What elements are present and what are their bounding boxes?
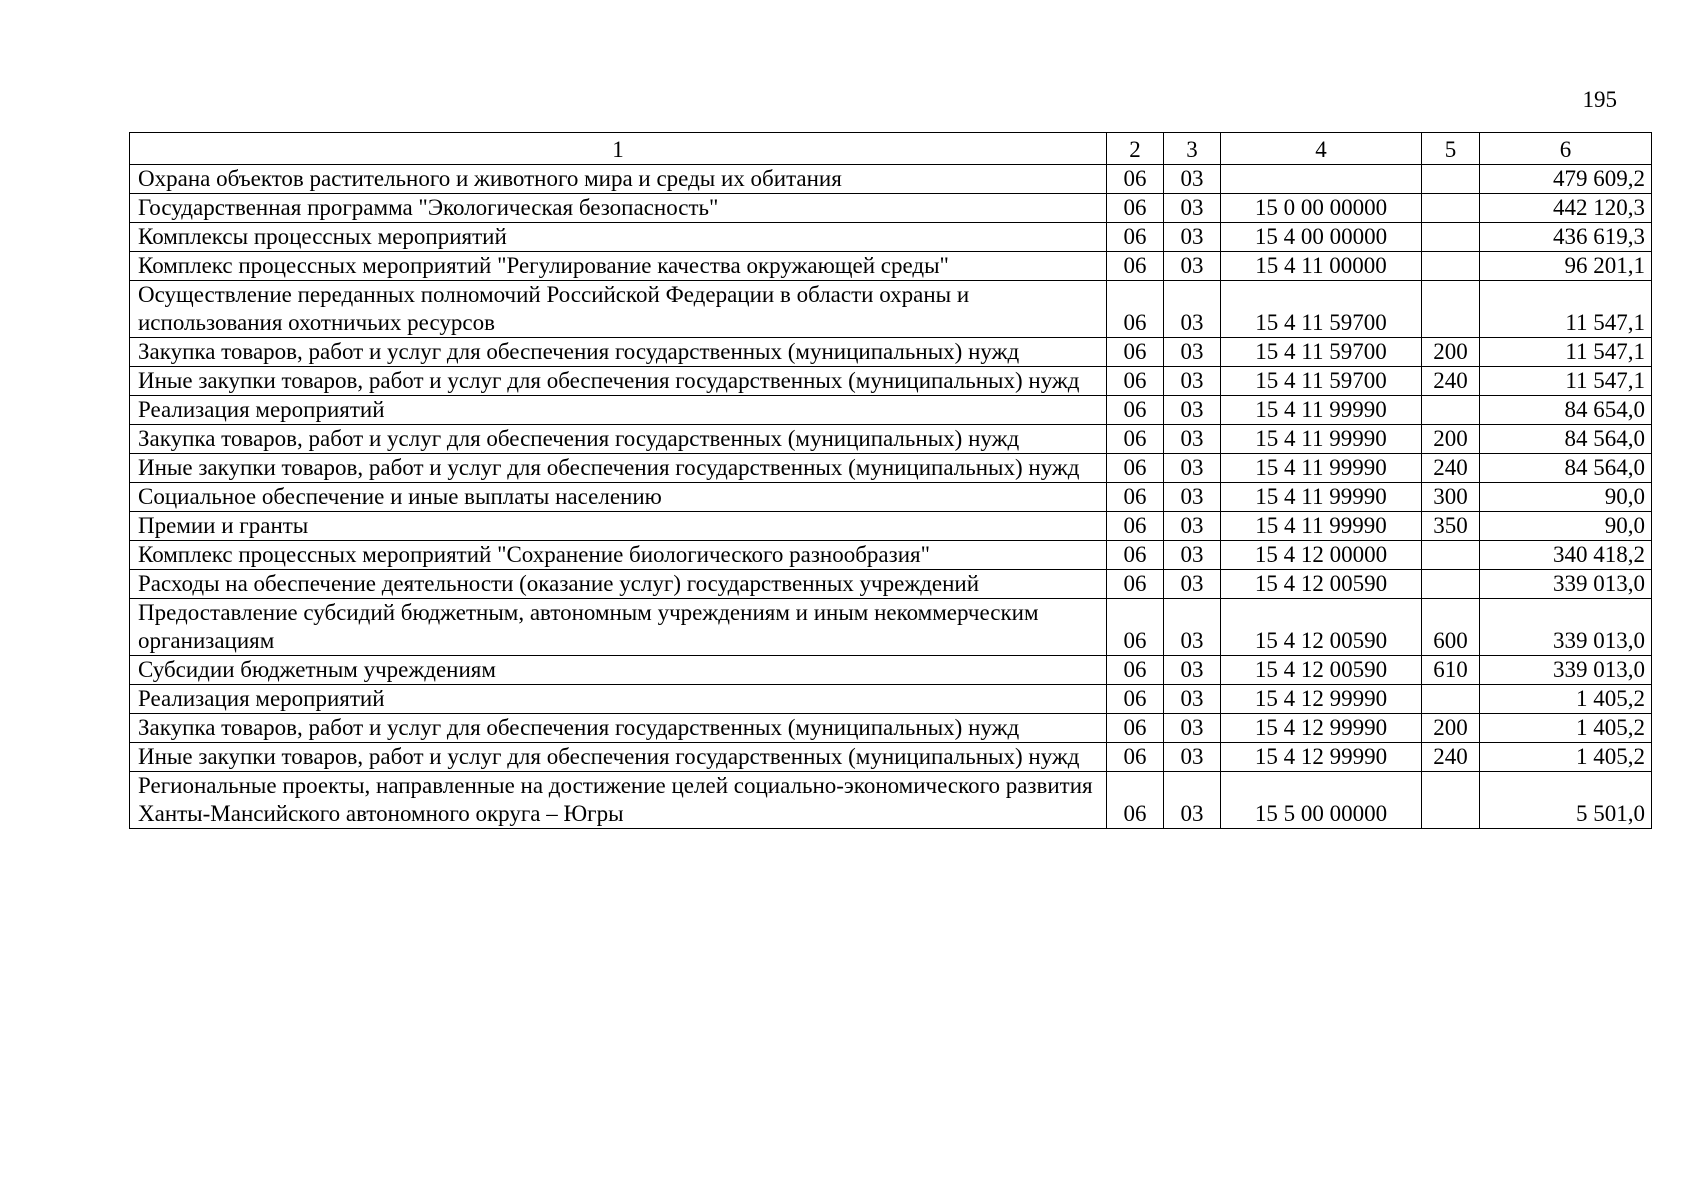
cell-amount: 84 564,0: [1480, 454, 1652, 483]
cell-section-code: 06: [1107, 599, 1164, 656]
cell-item-name: Закупка товаров, работ и услуг для обеспечения государственных (муниципальных) нужд: [130, 425, 1107, 454]
cell-target-article-code: 15 4 11 99990: [1221, 396, 1422, 425]
cell-expense-type-code: 240: [1422, 454, 1480, 483]
cell-subsection-code: 03: [1164, 165, 1221, 194]
table-row: [130, 772, 1652, 829]
cell-subsection-code: 03: [1164, 194, 1221, 223]
cell-item-name: Региональные проекты, направленные на достижение целей социально-экономического развития Ханты-Мансийского автономного округа – Югры: [130, 772, 1107, 829]
header-col-4: 4: [1221, 133, 1422, 165]
cell-section-code: 06: [1107, 714, 1164, 743]
table-row: [130, 281, 1652, 338]
page-number: 195: [1582, 87, 1617, 112]
cell-item-name: Иные закупки товаров, работ и услуг для обеспечения государственных (муниципальных) нужд: [130, 743, 1107, 772]
cell-section-code: 06: [1107, 281, 1164, 338]
cell-item-name: Закупка товаров, работ и услуг для обеспечения государственных (муниципальных) нужд: [130, 338, 1107, 367]
cell-section-code: 06: [1107, 338, 1164, 367]
cell-item-name: Государственная программа "Экологическая безопасность": [130, 194, 1107, 223]
cell-target-article-code: 15 4 11 59700: [1221, 338, 1422, 367]
cell-expense-type-code: [1422, 541, 1480, 570]
cell-subsection-code: 03: [1164, 252, 1221, 281]
cell-section-code: 06: [1107, 541, 1164, 570]
header-col-2: 2: [1107, 133, 1164, 165]
cell-expense-type-code: [1422, 396, 1480, 425]
cell-expense-type-code: 610: [1422, 656, 1480, 685]
cell-expense-type-code: 200: [1422, 425, 1480, 454]
cell-item-name: Социальное обеспечение и иные выплаты населению: [130, 483, 1107, 512]
cell-item-name: Премии и гранты: [130, 512, 1107, 541]
header-row: [130, 133, 1652, 165]
cell-amount: 339 013,0: [1480, 599, 1652, 656]
cell-expense-type-code: [1422, 165, 1480, 194]
header-col-3: 3: [1164, 133, 1221, 165]
cell-amount: 1 405,2: [1480, 743, 1652, 772]
cell-item-name: Расходы на обеспечение деятельности (оказание услуг) государственных учреждений: [130, 570, 1107, 599]
cell-expense-type-code: 300: [1422, 483, 1480, 512]
cell-item-name: Комплекс процессных мероприятий "Сохранение биологического разнообразия": [130, 541, 1107, 570]
cell-expense-type-code: 350: [1422, 512, 1480, 541]
table-row: [130, 483, 1652, 512]
cell-target-article-code: 15 4 12 99990: [1221, 714, 1422, 743]
header-col-1: 1: [130, 133, 1107, 165]
cell-item-name: Иные закупки товаров, работ и услуг для обеспечения государственных (муниципальных) нужд: [130, 454, 1107, 483]
cell-expense-type-code: [1422, 772, 1480, 829]
cell-item-name: Осуществление переданных полномочий Российской Федерации в области охраны и использования охотничьих ресурсов: [130, 281, 1107, 338]
cell-expense-type-code: 240: [1422, 743, 1480, 772]
cell-subsection-code: 03: [1164, 396, 1221, 425]
cell-target-article-code: 15 4 12 00000: [1221, 541, 1422, 570]
cell-subsection-code: 03: [1164, 599, 1221, 656]
cell-item-name: Охрана объектов растительного и животного мира и среды их обитания: [130, 165, 1107, 194]
cell-expense-type-code: 240: [1422, 367, 1480, 396]
table-row: [130, 252, 1652, 281]
cell-target-article-code: 15 4 11 99990: [1221, 483, 1422, 512]
table-row: [130, 512, 1652, 541]
cell-expense-type-code: [1422, 223, 1480, 252]
cell-subsection-code: 03: [1164, 483, 1221, 512]
cell-target-article-code: 15 4 11 59700: [1221, 367, 1422, 396]
table-row: [130, 599, 1652, 656]
table-row: [130, 541, 1652, 570]
cell-item-name: Закупка товаров, работ и услуг для обеспечения государственных (муниципальных) нужд: [130, 714, 1107, 743]
cell-section-code: 06: [1107, 483, 1164, 512]
cell-item-name: Иные закупки товаров, работ и услуг для обеспечения государственных (муниципальных) нужд: [130, 367, 1107, 396]
cell-target-article-code: 15 4 12 00590: [1221, 570, 1422, 599]
cell-section-code: 06: [1107, 685, 1164, 714]
cell-target-article-code: 15 4 11 00000: [1221, 252, 1422, 281]
cell-amount: 11 547,1: [1480, 367, 1652, 396]
cell-subsection-code: 03: [1164, 512, 1221, 541]
cell-target-article-code: 15 0 00 00000: [1221, 194, 1422, 223]
cell-amount: 11 547,1: [1480, 338, 1652, 367]
cell-section-code: 06: [1107, 367, 1164, 396]
budget-table: [129, 132, 1652, 829]
table-row: [130, 367, 1652, 396]
cell-section-code: 06: [1107, 165, 1164, 194]
cell-item-name: Реализация мероприятий: [130, 685, 1107, 714]
cell-item-name: Субсидии бюджетным учреждениям: [130, 656, 1107, 685]
cell-target-article-code: [1221, 165, 1422, 194]
cell-amount: 84 564,0: [1480, 425, 1652, 454]
cell-target-article-code: 15 4 11 99990: [1221, 454, 1422, 483]
cell-subsection-code: 03: [1164, 338, 1221, 367]
table-row: [130, 570, 1652, 599]
cell-target-article-code: 15 5 00 00000: [1221, 772, 1422, 829]
table-row: [130, 425, 1652, 454]
cell-amount: 436 619,3: [1480, 223, 1652, 252]
table-row: [130, 223, 1652, 252]
cell-amount: 340 418,2: [1480, 541, 1652, 570]
cell-item-name: Предоставление субсидий бюджетным, автономным учреждениям и иным некоммерческим организациям: [130, 599, 1107, 656]
table-row: [130, 194, 1652, 223]
cell-section-code: 06: [1107, 425, 1164, 454]
cell-subsection-code: 03: [1164, 772, 1221, 829]
cell-section-code: 06: [1107, 772, 1164, 829]
cell-amount: 5 501,0: [1480, 772, 1652, 829]
cell-amount: 1 405,2: [1480, 685, 1652, 714]
cell-target-article-code: 15 4 00 00000: [1221, 223, 1422, 252]
cell-expense-type-code: [1422, 570, 1480, 599]
cell-target-article-code: 15 4 12 00590: [1221, 656, 1422, 685]
cell-item-name: Комплекс процессных мероприятий "Регулирование качества окружающей среды": [130, 252, 1107, 281]
cell-expense-type-code: [1422, 252, 1480, 281]
table-row: [130, 714, 1652, 743]
cell-subsection-code: 03: [1164, 743, 1221, 772]
cell-item-name: Комплексы процессных мероприятий: [130, 223, 1107, 252]
cell-amount: 479 609,2: [1480, 165, 1652, 194]
cell-expense-type-code: 600: [1422, 599, 1480, 656]
table-row: [130, 338, 1652, 367]
cell-target-article-code: 15 4 11 99990: [1221, 425, 1422, 454]
cell-target-article-code: 15 4 11 59700: [1221, 281, 1422, 338]
cell-target-article-code: 15 4 11 99990: [1221, 512, 1422, 541]
cell-amount: 1 405,2: [1480, 714, 1652, 743]
cell-target-article-code: 15 4 12 99990: [1221, 743, 1422, 772]
cell-amount: 84 654,0: [1480, 396, 1652, 425]
cell-section-code: 06: [1107, 512, 1164, 541]
cell-subsection-code: 03: [1164, 425, 1221, 454]
cell-expense-type-code: 200: [1422, 338, 1480, 367]
table-row: [130, 656, 1652, 685]
cell-section-code: 06: [1107, 223, 1164, 252]
cell-target-article-code: 15 4 12 00590: [1221, 599, 1422, 656]
cell-section-code: 06: [1107, 454, 1164, 483]
table-row: [130, 685, 1652, 714]
cell-expense-type-code: [1422, 194, 1480, 223]
cell-expense-type-code: [1422, 685, 1480, 714]
cell-amount: 11 547,1: [1480, 281, 1652, 338]
cell-expense-type-code: 200: [1422, 714, 1480, 743]
table-row: [130, 165, 1652, 194]
cell-subsection-code: 03: [1164, 281, 1221, 338]
cell-subsection-code: 03: [1164, 685, 1221, 714]
cell-section-code: 06: [1107, 743, 1164, 772]
cell-section-code: 06: [1107, 396, 1164, 425]
header-col-5: 5: [1422, 133, 1480, 165]
cell-amount: 339 013,0: [1480, 656, 1652, 685]
cell-section-code: 06: [1107, 656, 1164, 685]
table-row: [130, 396, 1652, 425]
cell-subsection-code: 03: [1164, 656, 1221, 685]
cell-target-article-code: 15 4 12 99990: [1221, 685, 1422, 714]
header-col-6: 6: [1480, 133, 1652, 165]
cell-amount: 339 013,0: [1480, 570, 1652, 599]
cell-subsection-code: 03: [1164, 454, 1221, 483]
cell-subsection-code: 03: [1164, 367, 1221, 396]
table-row: [130, 743, 1652, 772]
cell-subsection-code: 03: [1164, 714, 1221, 743]
cell-subsection-code: 03: [1164, 570, 1221, 599]
cell-amount: 442 120,3: [1480, 194, 1652, 223]
cell-section-code: 06: [1107, 570, 1164, 599]
cell-item-name: Реализация мероприятий: [130, 396, 1107, 425]
cell-amount: 90,0: [1480, 483, 1652, 512]
cell-amount: 96 201,1: [1480, 252, 1652, 281]
cell-expense-type-code: [1422, 281, 1480, 338]
table-row: [130, 454, 1652, 483]
cell-subsection-code: 03: [1164, 541, 1221, 570]
cell-section-code: 06: [1107, 194, 1164, 223]
cell-amount: 90,0: [1480, 512, 1652, 541]
cell-section-code: 06: [1107, 252, 1164, 281]
cell-subsection-code: 03: [1164, 223, 1221, 252]
table-body: [130, 165, 1652, 829]
